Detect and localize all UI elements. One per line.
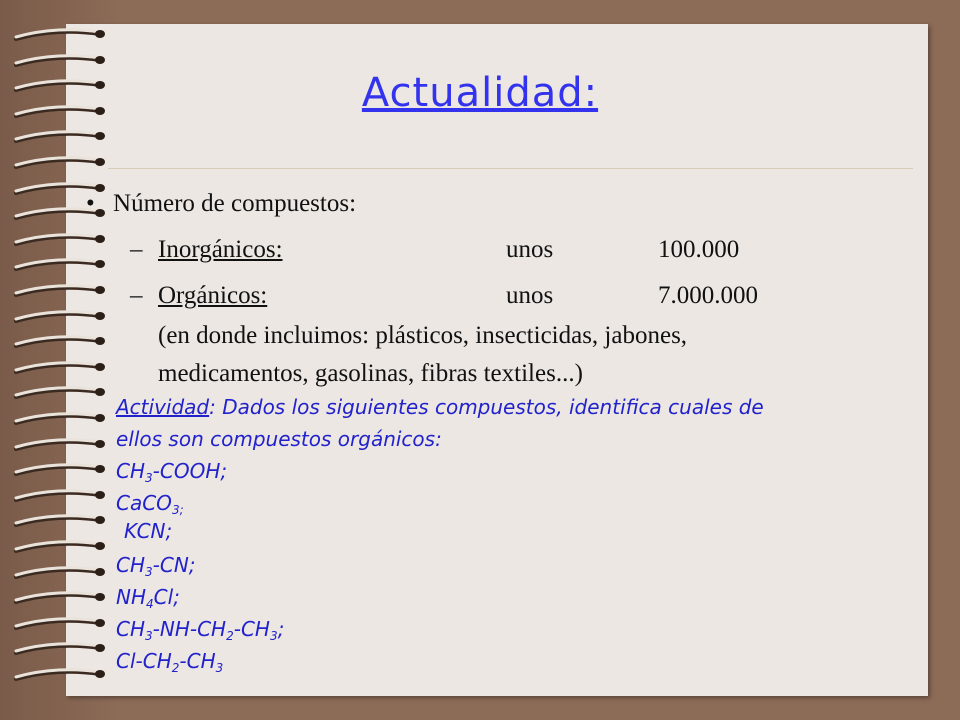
compound-2: CaCO$_{3;}$ <box>116 491 184 517</box>
spiral-coil <box>14 310 106 324</box>
spiral-coil <box>14 130 106 144</box>
spiral-coil <box>14 233 106 247</box>
slide-title-wrap <box>0 70 960 116</box>
title-divider <box>108 168 913 169</box>
spiral-coil <box>14 438 106 452</box>
dash: – <box>130 236 143 263</box>
row-organic <box>130 282 890 314</box>
compound-4: $CH_3-CN$; <box>116 553 196 579</box>
compounds-heading: Número de compuestos: <box>113 190 357 217</box>
spiral-coil <box>14 566 106 580</box>
activity-text-1: : Dados los siguientes compuestos, identifica cuales de <box>209 395 764 419</box>
dash: – <box>130 282 143 309</box>
compound-6: $CH_3-NH-CH_2-CH_3$; <box>116 617 285 643</box>
row-qualifier-inorganic: unos <box>506 236 554 263</box>
compound-7: $Cl-CH_2-CH_3$ <box>116 649 224 675</box>
row-label-inorganic: Inorgánicos: <box>158 236 283 263</box>
spiral-coil <box>14 54 106 68</box>
spiral-coil <box>14 386 106 400</box>
spiral-coil <box>14 361 106 375</box>
spiral-coil <box>14 258 106 272</box>
spiral-coil <box>14 617 106 631</box>
spiral-coil <box>14 463 106 477</box>
row-value-organic: 7.000.000 <box>658 282 758 309</box>
compound-5: $NH_4Cl$; <box>116 585 180 611</box>
row-label-organic: Orgánicos: <box>158 282 268 309</box>
note-line-2: medicamentos, gasolinas, fibras textiles...) <box>158 360 583 387</box>
row-value-inorganic: 100.000 <box>658 236 740 263</box>
spiral-coil <box>14 156 106 170</box>
spiral-coil <box>14 668 106 682</box>
spiral-coil <box>14 28 106 42</box>
bullet-heading-line <box>86 190 356 218</box>
bullet-dot: • <box>86 190 95 217</box>
row-qualifier-organic: unos <box>506 282 554 309</box>
activity-line-1 <box>116 395 764 419</box>
row-inorganic <box>130 236 890 268</box>
activity-label: Actividad <box>116 395 210 419</box>
spiral-coil <box>14 335 106 349</box>
spiral-coil <box>14 591 106 605</box>
spiral-coil <box>14 540 106 554</box>
activity-line-2: ellos son compuestos orgánicos: <box>116 427 442 451</box>
note-line-1: (en donde incluimos: plásticos, insecticidas, jabones, <box>158 322 688 349</box>
spiral-coil <box>14 642 106 656</box>
compound-3: KCN; <box>124 519 173 543</box>
spiral-coil <box>14 489 106 503</box>
slide-title: Actualidad: <box>361 70 599 116</box>
spiral-coil <box>14 412 106 426</box>
spiral-coil <box>14 514 106 528</box>
compound-1: $CH_3$-COOH; <box>116 459 228 485</box>
spiral-coil <box>14 284 106 298</box>
